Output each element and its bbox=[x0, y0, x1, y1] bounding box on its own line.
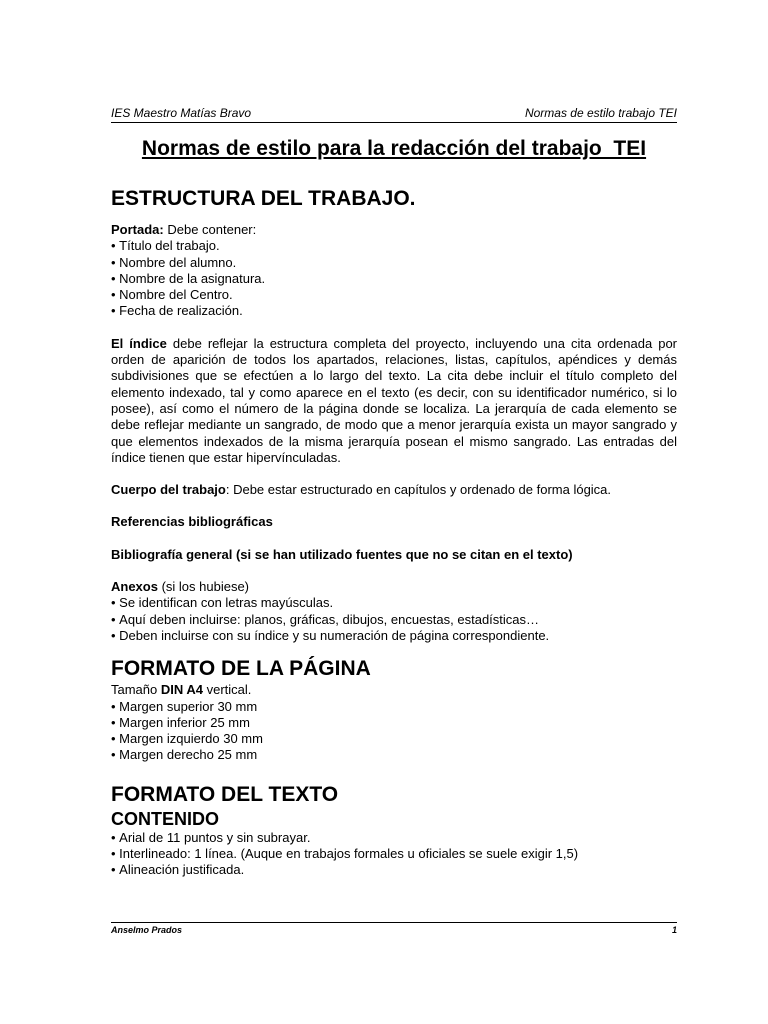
indice-text: debe reflejar la estructura completa del proyecto, incluyendo una cita ordenada por orden de aparición de todos los apartados, relaciones, listas, capítulos, apéndices y demás subdivisiones que se efectúen a lo largo del texto. La cita debe incluir el título completo del elemento indexado, tal y como aparece en el texto (es decir, con su identificador numérico, si lo posee), así como el número de la página donde se localiza. La jerarquía de cada elemento se debe reflejar mediante un sangrado, de modo que a menor jerarquía exista un mayor sangrado y que elementos indexados de la misma jerarquía posean el mismo sangrado. Las entradas del índice tienen que estar hipervínculadas. bbox=[111, 335, 677, 465]
document-title: Normas de estilo para la redacción del trabajo TEI bbox=[141, 137, 647, 160]
anexos-line bbox=[111, 579, 677, 595]
margins-list bbox=[111, 699, 677, 764]
portada-text: Debe contener: bbox=[163, 222, 257, 237]
page-footer bbox=[111, 922, 677, 935]
page-header bbox=[111, 106, 677, 123]
list-item: • Arial de 11 puntos y sin subrayar. bbox=[111, 830, 677, 846]
list-item: • Margen derecho 25 mm bbox=[111, 747, 677, 763]
indice-label: El índice bbox=[111, 335, 167, 351]
bibliografia-label: Bibliografía general (si se han utilizado fuentes que no se citan en el texto) bbox=[111, 546, 573, 562]
list-item: • Margen inferior 25 mm bbox=[111, 715, 677, 731]
heading-formato-texto: FORMATO DEL TEXTO bbox=[111, 782, 339, 806]
heading-estructura: ESTRUCTURA DEL TRABAJO. bbox=[111, 187, 416, 210]
anexos-label: Anexos bbox=[111, 579, 158, 595]
heading-formato-pagina: FORMATO DE LA PÁGINA bbox=[111, 657, 371, 681]
text-format-list bbox=[111, 830, 677, 879]
list-item: • Nombre de la asignatura. bbox=[111, 271, 677, 287]
footer-author: Anselmo Prados bbox=[111, 925, 183, 935]
list-item: • Fecha de realización. bbox=[111, 303, 677, 319]
referencias-label: Referencias bibliográficas bbox=[111, 514, 273, 530]
list-item: • Margen superior 30 mm bbox=[111, 699, 677, 715]
referencias-line bbox=[111, 514, 677, 530]
list-item: • Deben incluirse con su índice y su numeración de página correspondiente. bbox=[111, 628, 677, 644]
list-item: • Interlineado: 1 línea. (Auque en trabajos formales u oficiales se suele exigir 1,5) bbox=[111, 846, 677, 862]
portada-list bbox=[111, 238, 677, 319]
list-item: • Nombre del alumno. bbox=[111, 255, 677, 271]
indice-paragraph bbox=[111, 336, 677, 466]
list-item: • Alineación justificada. bbox=[111, 862, 677, 878]
page-size-value: DIN A4 bbox=[160, 682, 204, 698]
list-item: • Margen izquierdo 30 mm bbox=[111, 731, 677, 747]
page-size-pre: Tamaño bbox=[111, 682, 161, 698]
portada-label: Portada: bbox=[111, 222, 164, 237]
cuerpo-text: : Debe estar estructurado en capítulos y ordenado de forma lógica. bbox=[225, 482, 612, 498]
list-item: • Aquí deben incluirse: planos, gráficas, dibujos, encuestas, estadísticas… bbox=[111, 612, 677, 628]
bibliografia-line bbox=[111, 547, 677, 563]
cuerpo-label: Cuerpo del trabajo bbox=[111, 482, 226, 498]
list-item: • Nombre del Centro. bbox=[111, 287, 677, 303]
cuerpo-line bbox=[111, 482, 677, 498]
page-number: 1 bbox=[671, 925, 677, 935]
anexos-text: (si los hubiese) bbox=[157, 579, 250, 595]
portada-line bbox=[111, 222, 677, 238]
page-size-post: vertical. bbox=[203, 682, 252, 698]
page-size-line bbox=[111, 682, 677, 698]
anexos-list bbox=[111, 595, 677, 644]
header-doc-title: Normas de estilo trabajo TEI bbox=[524, 106, 677, 120]
document-body bbox=[111, 186, 677, 879]
list-item: • Se identifican con letras mayúsculas. bbox=[111, 595, 677, 611]
header-school: IES Maestro Matías Bravo bbox=[111, 106, 252, 120]
subheading-contenido: CONTENIDO bbox=[111, 808, 219, 829]
list-item: • Título del trabajo. bbox=[111, 238, 677, 254]
